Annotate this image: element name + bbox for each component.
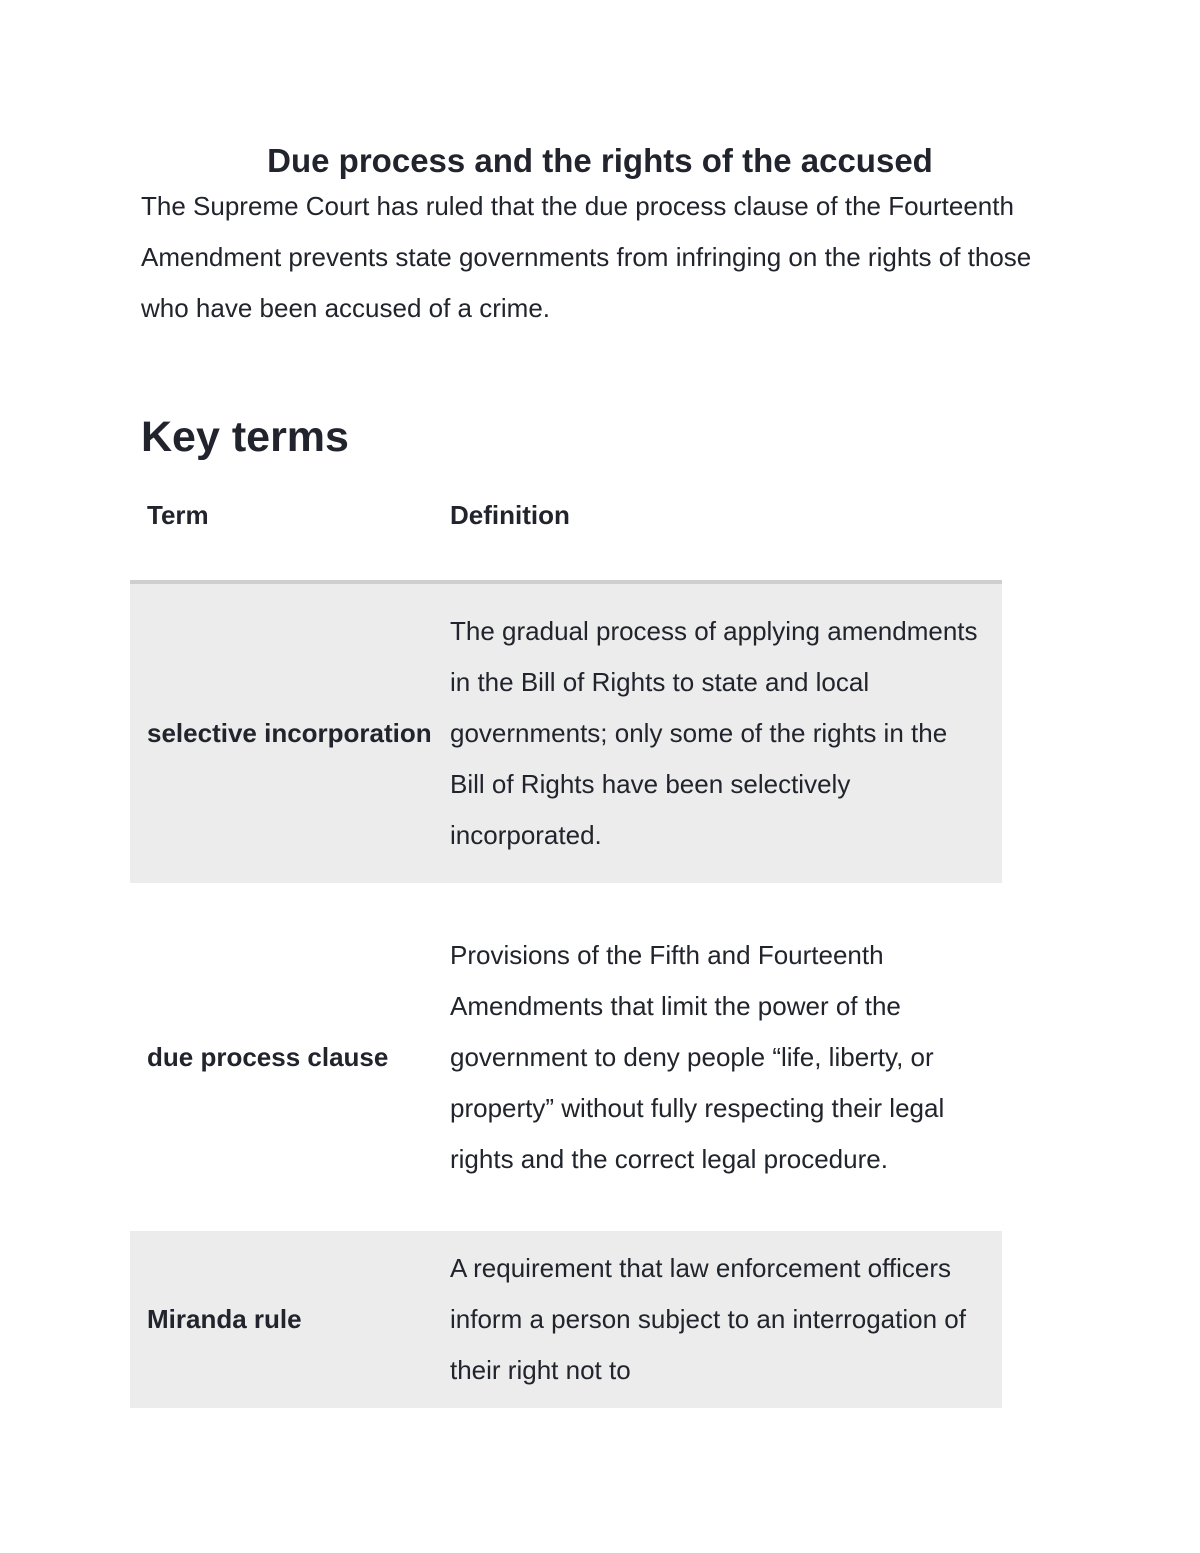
- table-row: [130, 1231, 1002, 1408]
- term-cell: Miranda rule: [130, 1231, 432, 1408]
- definition-cell: Provisions of the Fifth and Fourteenth Amendments that limit the power of the government to deny people “life, liberty, or property” without fully respecting their legal rights and the correct legal procedure.: [450, 939, 945, 1174]
- term-cell: due process clause: [147, 1041, 389, 1072]
- definition-cell: The gradual process of applying amendments in the Bill of Rights to state and local governments; only some of the rights in the Bill of Rights have been selectively incorporated.: [432, 582, 1002, 883]
- key-terms-heading: Key terms: [141, 413, 349, 461]
- intro-paragraph: The Supreme Court has ruled that the due process clause of the Fourteenth Amendment prevents state governments from infringing on the rights of those who have been accused of a crime.: [141, 191, 1032, 323]
- table-header-row: [130, 490, 1002, 582]
- column-header-term: Term: [130, 490, 432, 582]
- key-terms-table: [130, 490, 1002, 1408]
- table-row: [130, 582, 1002, 883]
- definition-cell: A requirement that law enforcement officers inform a person subject to an interrogation of their right not to: [432, 1231, 1002, 1408]
- document-title: Due process and the rights of the accused: [267, 142, 933, 179]
- column-header-definition: Definition: [432, 490, 1002, 582]
- term-cell: selective incorporation: [130, 582, 432, 883]
- table-row: [130, 883, 1002, 1231]
